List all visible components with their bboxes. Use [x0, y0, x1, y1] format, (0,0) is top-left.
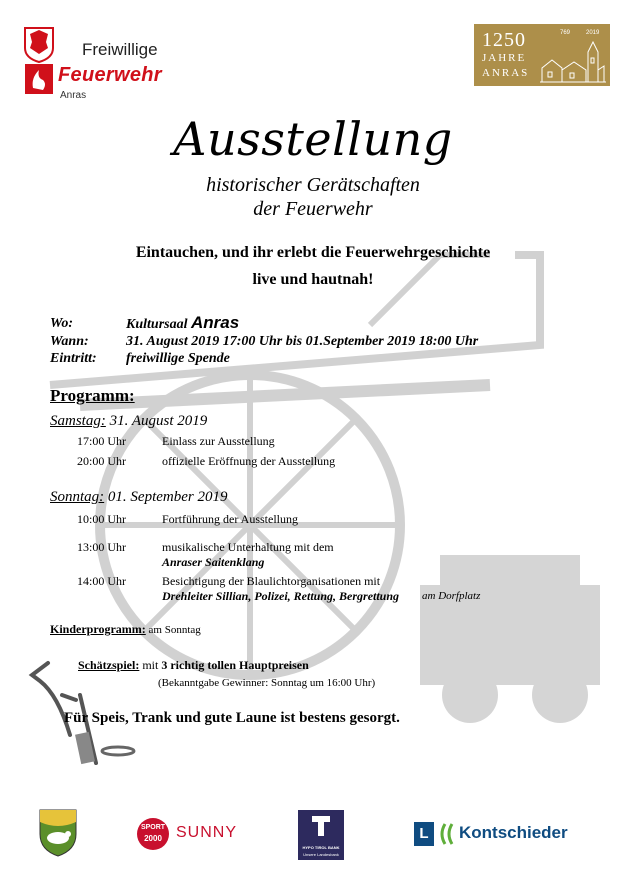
hypo-tirol-logo	[298, 810, 344, 860]
day2-weekday: Sonntag:	[50, 489, 105, 505]
kids-program	[50, 622, 201, 637]
tagline-line1: Eintauchen, und ihr erlebt die Feuerwehrgeschichte	[135, 244, 491, 261]
hypo-line1: HYPO TIROL BANK	[302, 845, 340, 850]
info-entry-label: Eintritt:	[50, 351, 97, 366]
page-title: Ausstellung	[173, 112, 453, 166]
sport2000-logo	[137, 818, 169, 850]
kontschieder-wave-icon	[437, 822, 457, 846]
jubilee-badge	[474, 24, 610, 86]
day1-weekday: Samstag:	[50, 413, 106, 429]
jubilee-word-jahre: JAHRE	[482, 52, 527, 64]
sport2000-line1: SPORT	[140, 824, 166, 831]
day2-item3-desc3: am Dorfplatz	[422, 590, 481, 602]
day1-item1-time: 17:00 Uhr	[77, 434, 126, 448]
anras-coat-of-arms-icon	[38, 808, 78, 858]
kontschieder-logo-text: Kontschieder	[459, 823, 568, 842]
kids-program-label: Kinderprogramm:	[50, 622, 146, 636]
jubilee-year-start: 769	[560, 30, 571, 36]
fire-brigade-location: Anras	[60, 90, 87, 101]
closing-line: Für Speis, Trank und gute Laune ist bestens gesorgt.	[64, 710, 400, 726]
fire-brigade-name-line1: Freiwillige	[82, 40, 158, 59]
day2-item2-time: 13:00 Uhr	[77, 540, 126, 554]
day2-item2-desc2: Anraser Saitenklang	[162, 555, 265, 569]
info-where-place: Anras	[190, 313, 240, 332]
day1-item2-time: 20:00 Uhr	[77, 454, 126, 468]
info-where-venue: Kultursaal	[126, 317, 188, 332]
jubilee-year-end: 2019	[586, 30, 600, 36]
kontschieder-square-logo	[414, 822, 434, 846]
info-when-value: 31. August 2019 17:00 Uhr bis 01.September 2019 18:00 Uhr	[126, 334, 479, 349]
day1-heading	[50, 413, 207, 430]
day2-item3-desc2: Drehleiter Sillian, Polizei, Rettung, Bergrettung	[162, 589, 400, 603]
day2-item2-desc: musikalische Unterhaltung mit dem	[162, 540, 334, 554]
hypo-line2: Unsere Landesbank	[303, 852, 339, 857]
winner-announcement-note: (Bekanntgabe Gewinner: Sonntag um 16:00 Uhr)	[158, 677, 376, 689]
info-entry-value: freiwillige Spende	[126, 351, 230, 366]
fire-brigade-emblem-icon	[22, 26, 56, 96]
info-when-label: Wann:	[50, 334, 89, 349]
kids-program-value: am Sonntag	[145, 624, 201, 636]
guessing-game-pre: mit	[139, 658, 162, 672]
day2-item3-time: 14:00 Uhr	[77, 574, 126, 588]
guessing-game-label: Schätzspiel:	[78, 658, 140, 672]
sport2000-line2: 2000	[144, 834, 162, 843]
day2-item3-desc: Besichtigung der Blaulichtorganisationen mit	[162, 574, 381, 588]
day2-item1-desc: Fortführung der Ausstellung	[162, 512, 298, 526]
guessing-game-prizes: 3 richtig tollen Hauptpreisen	[161, 658, 309, 672]
hypo-t-stem-icon	[318, 822, 324, 836]
fire-brigade-name-line2: Feuerwehr	[58, 64, 162, 86]
day1-item1-desc: Einlass zur Ausstellung	[162, 434, 275, 448]
day2-item1-time: 10:00 Uhr	[77, 512, 126, 526]
sunny-logo-text: SUNNY	[176, 824, 238, 841]
jubilee-number: 1250	[482, 29, 526, 51]
info-where-label: Wo:	[50, 316, 74, 331]
subtitle-line1: historischer Gerätschaften	[206, 174, 420, 196]
program-heading: Programm:	[50, 386, 135, 405]
tagline-line2: live und hautnah!	[252, 271, 374, 288]
kontschieder-letter: L	[419, 825, 429, 842]
subtitle-line2: der Feuerwehr	[253, 198, 373, 220]
jubilee-word-anras: ANRAS	[482, 67, 530, 79]
info-where-value	[126, 313, 239, 333]
day2-heading	[50, 489, 227, 506]
day1-item2-desc: offizielle Eröffnung der Ausstellung	[162, 454, 336, 468]
day1-date: 31. August 2019	[105, 413, 208, 429]
day2-date: 01. September 2019	[104, 489, 228, 505]
village-church-icon	[540, 40, 606, 84]
